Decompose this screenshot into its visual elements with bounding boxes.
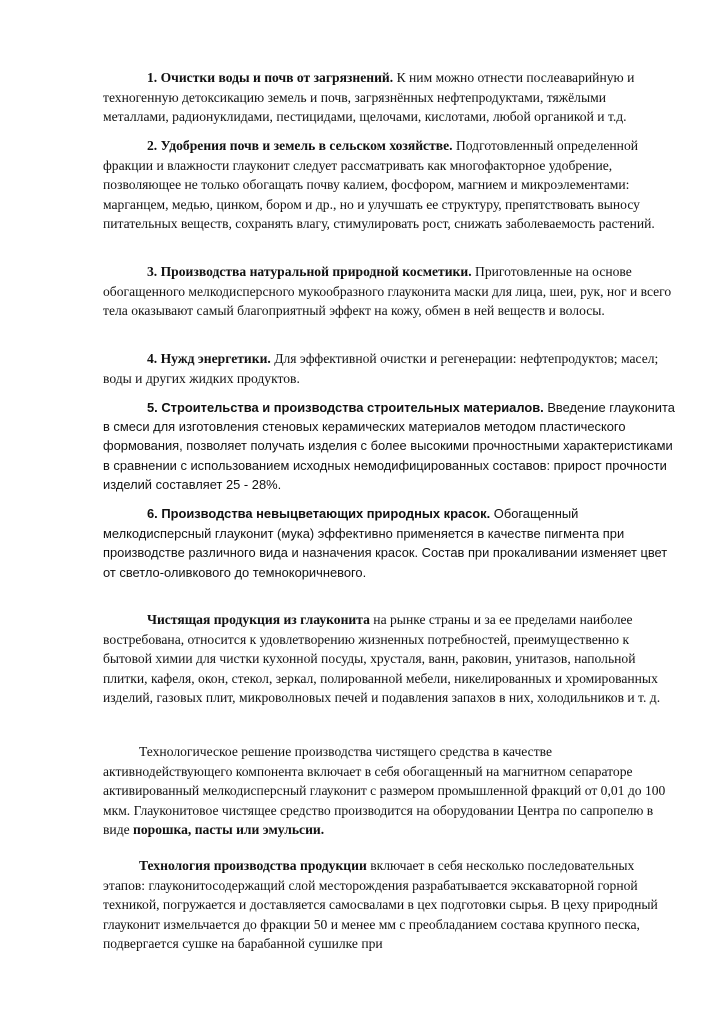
item-text: Для эффективной очистки и регенерации: нефтепродуктов; масел; воды и других жидких продуктов. xyxy=(103,351,659,386)
list-item-4 xyxy=(103,349,675,388)
item-text: Введение глауконита в смеси для изготовления стеновых керамических материалов методом пластического формования, позволяет получать изделия с более высокими прочностными характеристиками в сравнении с использованием исходных немодифицированных составов: прирост прочности изделий составляет 25 - 28%. xyxy=(103,400,675,492)
list-item-2 xyxy=(103,136,675,234)
list-item-3 xyxy=(103,262,675,321)
item-title: 5. Строительства и производства строительных материалов. xyxy=(147,400,544,415)
list-item-5 xyxy=(103,398,675,494)
paragraph-bold-end: порошка, пасты или эмульсии. xyxy=(133,822,325,837)
paragraph-title: Чистящая продукция из глауконита xyxy=(147,612,370,627)
production-technology-paragraph xyxy=(103,856,675,954)
list-item-1 xyxy=(103,68,675,127)
paragraph-text: включает в себя несколько последовательных этапов: глауконитосодержащий слой месторождения разрабатывается экскаваторной горной техникой, погружается и доставляется самосвалами в цех подготовки сырья. В цеху природный глауконит измельчается до фракции 50 и менее мм с преобладанием состава крупного песка, подвергается сушке на барабанной сушилке при xyxy=(103,858,658,951)
paragraph-title: Технология производства продукции xyxy=(139,858,367,873)
item-title: 2. Удобрения почв и земель в сельском хозяйстве. xyxy=(147,138,453,153)
technology-solution-paragraph xyxy=(103,742,675,840)
item-text: Приготовленные на основе обогащенного мелкодисперсного мукообразного глауконита маски для лица, шеи, рук, ног и всего тела оказывают самый благоприятный эффект на кожу, обмен в ней веществ и волосы. xyxy=(103,264,672,318)
item-text: К ним можно отнести послеаварийную и техногенную детоксикацию земель и почв, загрязнённых нефтепродуктами, тяжёлыми металлами, радионуклидами, пестицидами, щелочами, кислотами, любой органикой и т.д. xyxy=(103,70,635,124)
paragraph-text: на рынке страны и за ее пределами наиболее востребована, относится к удовлетворению жизненных потребностей, преимущественно к бытовой химии для чистки кухонной посуды, хрусталя, ванн, раковин, унитазов, напольной плитки, кафеля, окон, стекол, зеркал, полированной мебели, никелированных и хромированных изделий, газовых плит, микроволновых печей и подавления запахов в них, холодильников и т. д. xyxy=(103,612,661,705)
paragraph-text: Технологическое решение производства чистящего средства в качестве активнодействующего компонента включает в себя обогащенный на магнитном сепараторе активированный мелкодисперсный глауконит с размером промышленной фракций от 0,01 до 100 мкм. Глауконитовое чистящее средство производится на оборудовании Центра по сапропелю в виде xyxy=(103,744,666,837)
cleaning-products-paragraph xyxy=(103,610,675,708)
item-text: Обогащенный мелкодисперсный глауконит (мука) эффективно применяется в качестве пигмента при производстве различного вида и назначения красок. Состав при прокаливании изменяет цвет от светло-оливкового до темнокоричневого. xyxy=(103,506,668,580)
item-title: 6. Производства невыцветающих природных красок. xyxy=(147,506,491,521)
list-item-6 xyxy=(103,504,675,582)
item-title: 4. Нужд энергетики. xyxy=(147,351,271,366)
item-title: 3. Производства натуральной природной косметики. xyxy=(147,264,472,279)
item-text: Подготовленный определенной фракции и влажности глауконит следует рассматривать как многофакторное удобрение, позволяющее не только обогащать почву калием, фосфором, магнием и микроэлементами: марганцем, медью, цинком, бором и др., но и улучшать ее структуру, препятствовать выносу питательных веществ, сохранять влагу, стимулировать рост, снижать заболеваемость растений. xyxy=(103,138,655,231)
item-title: 1. Очистки воды и почв от загрязнений. xyxy=(147,70,394,85)
